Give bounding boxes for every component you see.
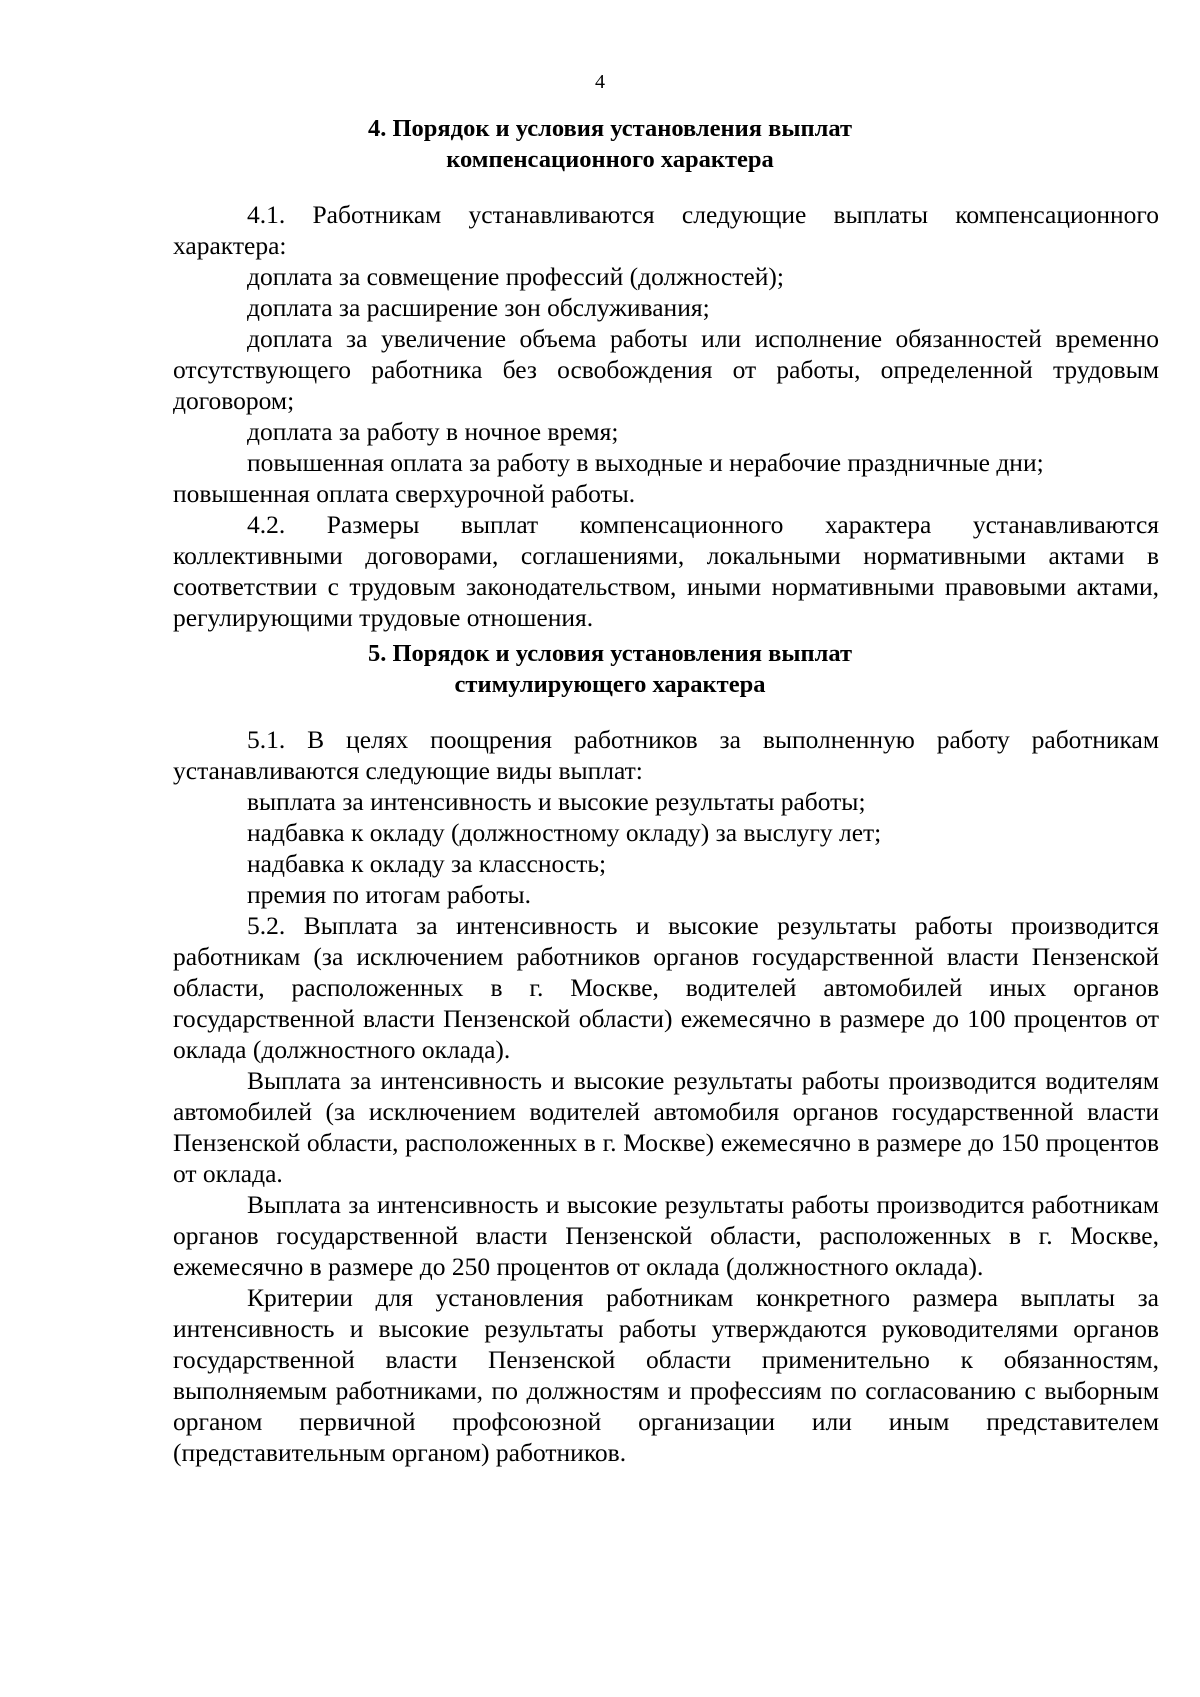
section-4-heading-line-2: компенсационного характера xyxy=(446,146,774,173)
list-item: повышенная оплата сверхурочной работы. xyxy=(173,479,636,508)
list-item: доплата за совмещение профессий (должностей); xyxy=(247,262,784,291)
page-number: 4 xyxy=(595,71,605,93)
list-item: доплата за увеличение объема работы или исполнение обязанностей временно отсутствующего работника без освобождения от работы, определенной трудовым договором; xyxy=(173,324,1159,415)
list-item: надбавка к окладу за классность; xyxy=(247,849,607,878)
list-item: выплата за интенсивность и высокие результаты работы; xyxy=(247,787,866,816)
section-5-heading xyxy=(0,638,1200,700)
list-item: доплата за работу в ночное время; xyxy=(247,417,619,446)
paragraph-4-2: 4.2. Размеры выплат компенсационного характера устанавливаются коллективными договорами, соглашениями, локальными нормативными актами в соответствии с трудовым законодательством, иными нормативными правовыми актами, регулирующими трудовые отношения. xyxy=(173,510,1159,632)
section-5-body xyxy=(173,724,1159,1468)
paragraph-5-1: 5.1. В целях поощрения работников за выполненную работу работникам устанавливаются следующие виды выплат: xyxy=(173,725,1159,785)
section-4-heading xyxy=(0,113,1200,175)
list-item: повышенная оплата за работу в выходные и нерабочие праздничные дни; xyxy=(247,448,1044,477)
section-4-body xyxy=(173,199,1159,633)
list-item: надбавка к окладу (должностному окладу) за выслугу лет; xyxy=(247,818,882,847)
section-4-heading-line-1: 4. Порядок и условия установления выплат xyxy=(367,115,853,142)
section-5-heading-line-2: стимулирующего характера xyxy=(454,671,766,698)
section-5-heading-line-1: 5. Порядок и условия установления выплат xyxy=(367,640,853,667)
paragraph-5-2-drivers: Выплата за интенсивность и высокие результаты работы производится водителям автомобилей (за исключением водителей автомобиля органов государственной власти Пензенской области, расположенных в г. Москве) ежемесячно в размере до 150 процентов от оклада. xyxy=(173,1066,1159,1188)
paragraph-5-2: 5.2. Выплата за интенсивность и высокие результаты работы производится работникам (за исключением работников органов государственной власти Пензенской области, расположенных в г. Москве, водителей автомобилей иных органов государственной власти Пензенской области) ежемесячно в размере до 100 процентов от оклада (должностного оклада). xyxy=(173,911,1159,1064)
paragraph-4-1: 4.1. Работникам устанавливаются следующие выплаты компенсационного характера: xyxy=(173,200,1159,260)
paragraph-5-2-moscow: Выплата за интенсивность и высокие результаты работы производится работникам органов государственной власти Пензенской области, расположенных в г. Москве, ежемесячно в размере до 250 процентов от оклада (должностного оклада). xyxy=(173,1190,1159,1281)
list-item: премия по итогам работы. xyxy=(247,880,531,909)
list-item: доплата за расширение зон обслуживания; xyxy=(247,293,710,322)
paragraph-5-2-criteria: Критерии для установления работникам конкретного размера выплаты за интенсивность и высокие результаты работы утверждаются руководителями органов государственной власти Пензенской области применительно к обязанностям, выполняемым работниками, по должностям и профессиям по согласованию с выборным органом первичной профсоюзной организации или иным представителем (представительным органом) работников. xyxy=(173,1283,1159,1467)
